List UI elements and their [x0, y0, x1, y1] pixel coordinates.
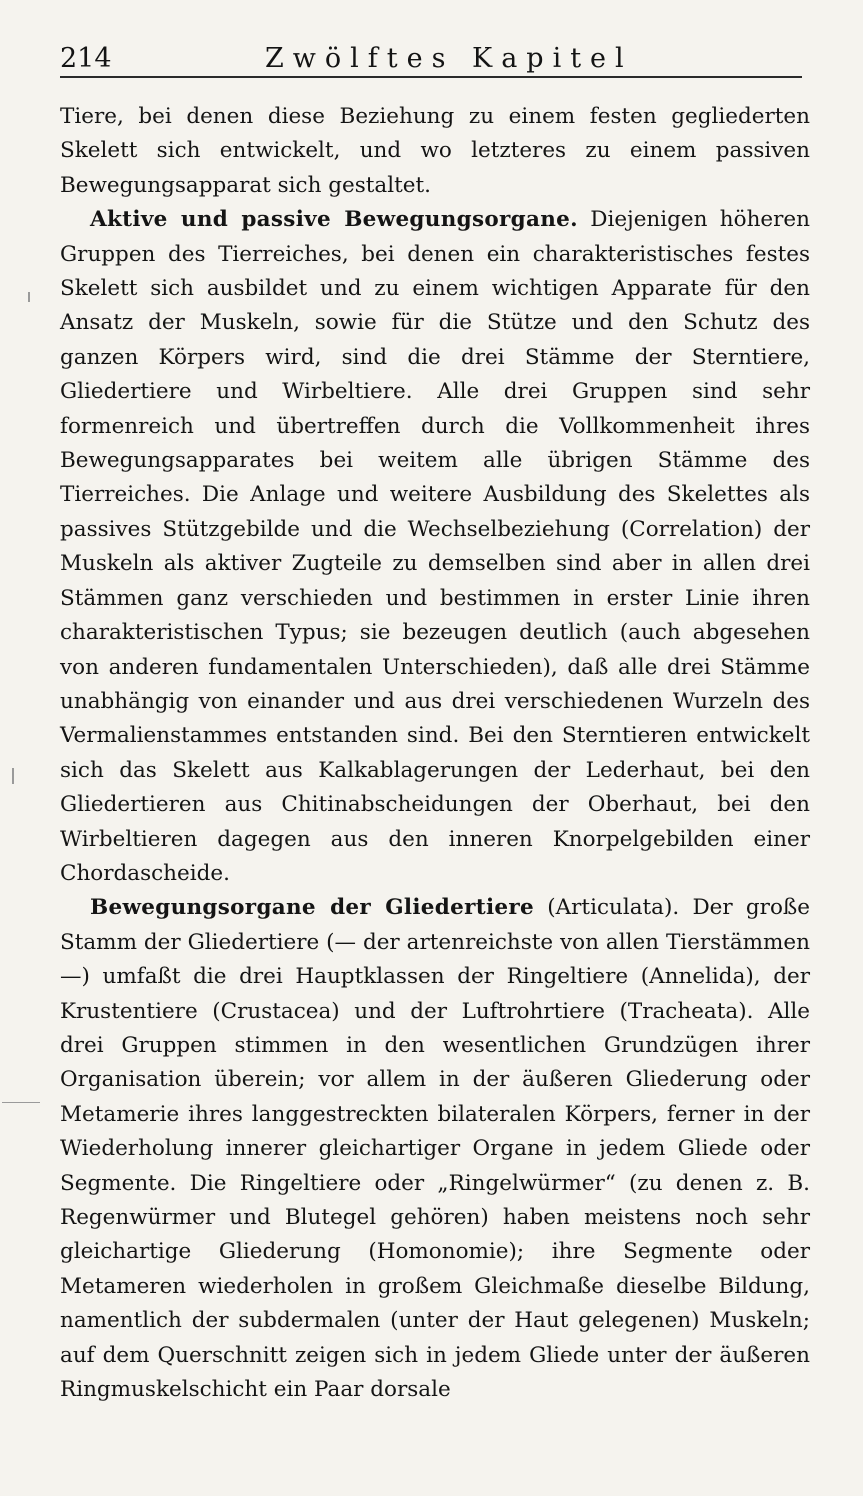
paragraph-2 — [60, 203, 810, 891]
body-text — [60, 100, 810, 1407]
section-heading-active-passive: Aktive und passive Bewegungsorgane. — [90, 207, 578, 233]
paragraph-1 — [60, 100, 810, 203]
paragraph-1-text: Tiere, bei denen diese Beziehung zu einem festen gegliederten Skelett sich entwickelt, und wo letzteres zu einem passiven Bewegungsapparat sich gestaltet. — [60, 104, 810, 198]
header-rule — [60, 76, 802, 78]
paragraph-3 — [60, 891, 810, 1407]
page-header — [60, 38, 802, 82]
margin-mark — [2, 1102, 40, 1103]
page-number: 214 — [60, 43, 112, 74]
section-heading-articulata: Bewegungsorgane der Gliedertiere — [90, 895, 535, 921]
paragraph-2-text: Diejenigen höheren Gruppen des Tierreiches, bei denen ein charakteristisches festes Skelett sich ausbildet und zu einem wichtigen Apparate für den Ansatz der Muskeln, sowie für die Stütze und den Schutz des ganzen Körpers wird, sind die drei Stämme der Sterntiere, Gliedertiere und Wirbeltiere. Alle drei Gruppen sind sehr formenreich und übertreffen durch die Vollkommenheit ihres Bewegungsapparates bei weitem alle übrigen Stämme des Tierreiches. Die Anlage und weitere Ausbildung des Skelettes als passives Stützgebilde und die Wechselbeziehung (Correlation) der Muskeln als aktiver Zugteile zu demselben sind aber in allen drei Stämmen ganz verschieden und bestimmen in erster Linie ihren charakteristischen Typus; sie bezeugen deutlich (auch abgesehen von anderen fundamentalen Unterschieden), daß alle drei Stämme unabhängig von einander und aus drei verschiedenen Wurzeln des Vermalienstammes entstanden sind. Bei den Sterntieren entwickelt sich das Skelett aus Kalkablagerungen der Lederhaut, bei den Gliedertieren aus Chitinabscheidungen der Oberhaut, bei den Wirbeltieren dagegen aus den inneren Knorpelgebilden einer Chordascheide. — [60, 207, 810, 886]
running-head: Zwölftes Kapitel — [265, 43, 633, 74]
margin-mark — [28, 292, 30, 302]
margin-mark — [12, 768, 14, 784]
paragraph-3-text: (Articulata). Der große Stamm der Gliedertiere (— der artenreichste von allen Tierstämmen —) umfaßt die drei Hauptklassen der Ringeltiere (Annelida), der Krustentiere (Crustacea) und der Luftrohrtiere (Tracheata). Alle drei Gruppen stimmen in den wesentlichen Grundzügen ihrer Organisation überein; vor allem in der äußeren Gliederung oder Metamerie ihres langgestreckten bilateralen Körpers, ferner in der Wiederholung innerer gleichartiger Organe in jedem Gliede oder Segmente. Die Ringeltiere oder „Ringelwürmer“ (zu denen z. B. Regenwürmer und Blutegel gehören) haben meistens noch sehr gleichartige Gliederung (Homonomie); ihre Segmente oder Metameren wiederholen in großem Gleichmaße dieselbe Bildung, namentlich der subdermalen (unter der Haut gelegenen) Muskeln; auf dem Querschnitt zeigen sich in jedem Gliede unter der äußeren Ringmuskelschicht ein Paar dorsale — [60, 895, 810, 1403]
